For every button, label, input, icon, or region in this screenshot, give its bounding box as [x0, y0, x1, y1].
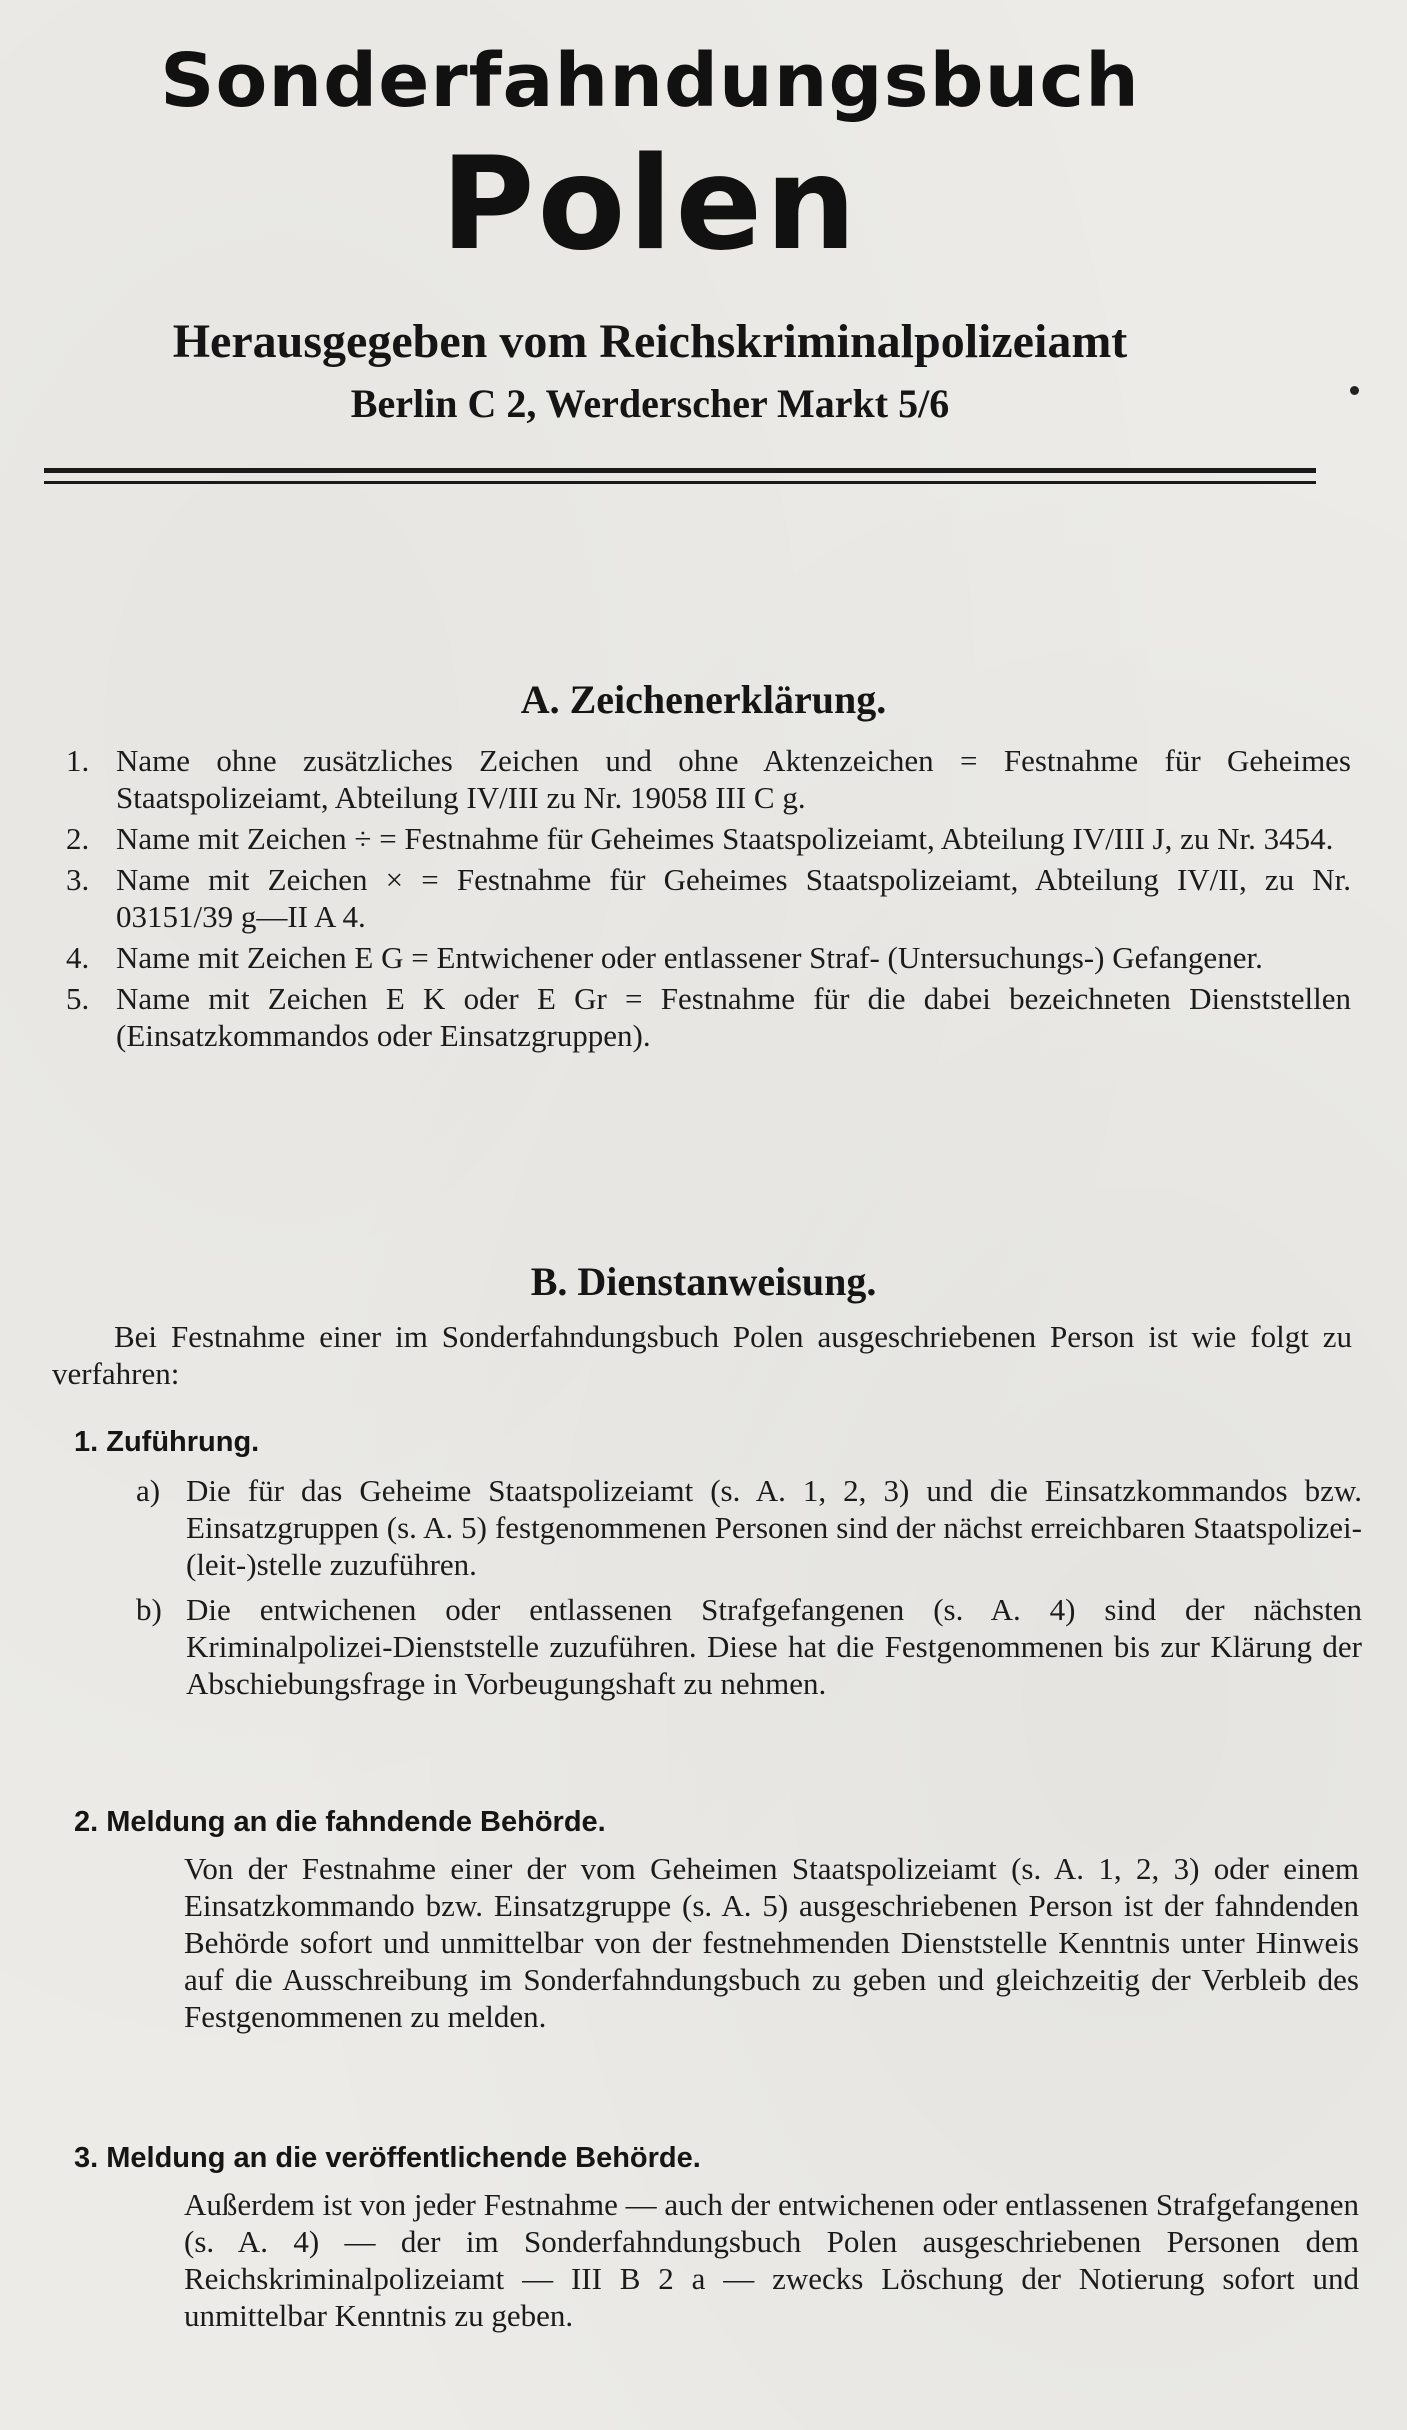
- document-title: Sonderfahndungsbuch: [160, 38, 1140, 124]
- legend-item: [66, 820, 1351, 857]
- legend-text: Name mit Zeichen E K oder E Gr = Festnahme für die dabei bezeichneten Dienststellen (Einsatzkommandos oder Einsatzgruppen).: [116, 981, 1351, 1053]
- section-b-intro: Bei Festnahme einer im Sonderfahndungsbuch Polen ausgeschriebenen Person ist wie folgt zu verfahren:: [52, 1319, 1352, 1391]
- subsection-1-heading: 1. Zuführung.: [74, 1426, 260, 1458]
- publisher-line: Herausgegeben vom Reichskriminalpolizeiamt: [172, 315, 1128, 368]
- legend-item: [66, 861, 1351, 935]
- section-a-heading: A. Zeichenerklärung.: [520, 677, 887, 722]
- legend-text: Name mit Zeichen E G = Entwichener oder entlassener Straf- (Untersuchungs-) Gefangener.: [116, 940, 1263, 975]
- legend-number: 3.: [66, 862, 90, 897]
- legend-number: 5.: [66, 981, 90, 1016]
- legend-text: Name ohne zusätzliches Zeichen und ohne Aktenzeichen = Festnahme für Geheimes Staatspolizeiamt, Abteilung IV/III zu Nr. 19058 III C g.: [116, 743, 1351, 815]
- document-subtitle: Polen: [440, 130, 860, 279]
- subsection-1-list: [136, 1472, 1362, 1710]
- subsection-3-text: Außerdem ist von jeder Festnahme — auch der entwichenen oder entlassenen Strafgefangenen (s. A. 4) — der im Sonderfahndungsbuch Polen ausgeschriebenen Personen dem Reichskriminalpolizeiamt — III B 2 a — zwecks Löschung der Notierung sofort und unmittelbar Kenntnis zu geben.: [184, 2187, 1359, 2333]
- subsection-1-item: [136, 1472, 1362, 1583]
- header-rule-thick: [44, 468, 1316, 473]
- subsection-3-heading: 3. Meldung an die veröffentlichende Behörde.: [74, 2142, 701, 2174]
- legend-item: [66, 980, 1351, 1054]
- legend-text: Name mit Zeichen × = Festnahme für Geheimes Staatspolizeiamt, Abteilung IV/II, zu Nr. 03151/39 g—II A 4.: [116, 862, 1351, 934]
- item-text: Die entwichenen oder entlassenen Strafgefangenen (s. A. 4) sind der nächsten Kriminalpolizei-Dienststelle zuzuführen. Diese hat die Festgenommenen bis zur Klärung der Abschiebungsfrage in Vorbeugungshaft zu nehmen.: [186, 1592, 1362, 1701]
- item-marker: a): [136, 1473, 161, 1508]
- print-speck: [1350, 386, 1359, 395]
- legend-item: [66, 939, 1351, 976]
- subsection-1-item: [136, 1591, 1362, 1702]
- section-b-heading: B. Dienstanweisung.: [530, 1259, 877, 1304]
- subsection-2-text: Von der Festnahme einer der vom Geheimen Staatspolizeiamt (s. A. 1, 2, 3) oder einem Einsatzkommando bzw. Einsatzgruppe (s. A. 5) ausgeschriebenen Person ist der fahndenden Behörde sofort und unmittelbar von der festnehmenden Dienststelle Kenntnis unter Hinweis auf die Ausschreibung im Sonderfahndungsbuch zu geben und gleichzeitig der Verbleib des Festgenommenen zu melden.: [184, 1851, 1359, 2034]
- legend-number: 2.: [66, 821, 90, 856]
- subsection-2-heading: 2. Meldung an die fahndende Behörde.: [74, 1806, 606, 1838]
- address-line: Berlin C 2, Werderscher Markt 5/6: [350, 381, 950, 426]
- header-rule-thin: [44, 481, 1316, 484]
- legend-list: [66, 742, 1351, 1058]
- legend-number: 1.: [66, 743, 90, 778]
- legend-item: [66, 742, 1351, 816]
- item-marker: b): [136, 1592, 162, 1627]
- item-text: Die für das Geheime Staatspolizeiamt (s. A. 1, 2, 3) und die Einsatzkommandos bzw. Einsatzgruppen (s. A. 5) festgenommenen Personen sind der nächst erreichbaren Staatspolizei-(leit-)stelle zuzuführen.: [186, 1473, 1362, 1582]
- legend-text: Name mit Zeichen ÷ = Festnahme für Geheimes Staatspolizeiamt, Abteilung IV/III J, zu Nr. 3454.: [116, 821, 1334, 856]
- legend-number: 4.: [66, 940, 90, 975]
